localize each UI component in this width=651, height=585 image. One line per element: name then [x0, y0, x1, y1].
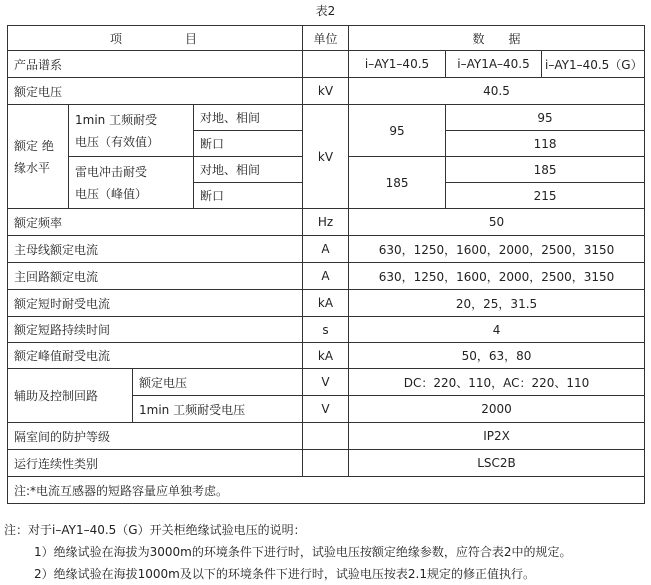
product-label: 产品谱系	[8, 51, 303, 78]
ip-label: 隔室间的防护等级	[8, 423, 303, 450]
header-row	[8, 26, 645, 51]
power-freq-ground-label: 对地、相间	[194, 105, 303, 131]
short-duration-value: 4	[349, 317, 645, 343]
power-freq-common-value: 95	[349, 105, 446, 157]
rated-freq-unit: Hz	[303, 209, 349, 236]
table-row	[8, 423, 645, 450]
notes-item-1: 1）绝缘试验在海拔为3000m的环境条件下进行时，试验电压按额定绝缘参数，应符合表2中的规定。	[34, 545, 572, 559]
aux-rated-unit: V	[303, 369, 349, 396]
aux-rated-label: 额定电压	[133, 369, 303, 396]
power-freq-break-value: 118	[446, 131, 645, 157]
aux-withstand-label: 1min 工频耐受电压	[133, 396, 303, 423]
product-model-3: i–AY1–40.5（G）	[542, 51, 645, 78]
insulation-label: 额定 绝 缘水平	[8, 105, 69, 209]
product-model-2: i–AY1A–40.5	[446, 51, 542, 78]
impulse-break-value: 215	[446, 183, 645, 209]
rated-voltage-value: 40.5	[349, 78, 645, 105]
rated-voltage-unit: kV	[303, 78, 349, 105]
table-row	[8, 209, 645, 236]
short-time-current-value: 20，25，31.5	[349, 290, 645, 317]
ip-unit	[303, 423, 349, 450]
impulse-ground-value: 185	[446, 157, 645, 183]
header-data: 数 据	[349, 26, 645, 51]
aux-withstand-value: 2000	[349, 396, 645, 423]
table-row	[8, 369, 645, 396]
table-note: 注:*电流互感器的短路容量应单独考虑。	[8, 477, 645, 504]
short-duration-label: 额定短路持续时间	[8, 317, 303, 343]
short-duration-unit: s	[303, 317, 349, 343]
spec-table	[7, 25, 645, 504]
rated-freq-value: 50	[349, 209, 645, 236]
short-time-current-label: 额定短时耐受电流	[8, 290, 303, 317]
table-row	[8, 236, 645, 263]
notes	[4, 519, 649, 585]
power-freq-break-label: 断口	[194, 131, 303, 157]
notes-item-2: 2）绝缘试验在海拔1000m及以下的环境条件下进行时，试验电压按表2.1规定的修正值执行。	[34, 567, 535, 581]
main-current-unit: A	[303, 263, 349, 290]
table-row	[8, 78, 645, 105]
product-unit	[303, 51, 349, 78]
aux-rated-value: DC：220、110，AC：220、110	[349, 369, 645, 396]
rated-freq-label: 额定频率	[8, 209, 303, 236]
table-row	[8, 105, 645, 131]
power-freq-ground-value: 95	[446, 105, 645, 131]
main-current-label: 主回路额定电流	[8, 263, 303, 290]
table-row	[8, 450, 645, 477]
header-item: 项 目	[8, 26, 303, 51]
peak-current-unit: kA	[303, 343, 349, 369]
rated-voltage-label: 额定电压	[8, 78, 303, 105]
table-row	[8, 263, 645, 290]
power-freq-label: 1min 工频耐受 电压（有效值）	[69, 105, 194, 157]
aux-label: 辅助及控制回路	[8, 369, 133, 423]
peak-current-label: 额定峰值耐受电流	[8, 343, 303, 369]
lsc-value: LSC2B	[349, 450, 645, 477]
busbar-current-value: 630，1250，1600，2000，2500，3150	[349, 236, 645, 263]
busbar-current-label: 主母线额定电流	[8, 236, 303, 263]
table-row	[8, 51, 645, 78]
impulse-label: 雷电冲击耐受 电压（峰值）	[69, 157, 194, 209]
busbar-current-unit: A	[303, 236, 349, 263]
lsc-unit	[303, 450, 349, 477]
table-row	[8, 317, 645, 343]
table-note-row	[8, 477, 645, 504]
notes-intro: 注：对于i–AY1–40.5（G）开关柜绝缘试验电压的说明：	[4, 523, 306, 537]
table-row	[8, 290, 645, 317]
peak-current-value: 50，63，80	[349, 343, 645, 369]
ip-value: IP2X	[349, 423, 645, 450]
aux-withstand-unit: V	[303, 396, 349, 423]
header-unit: 单位	[303, 26, 349, 51]
product-model-1: i–AY1–40.5	[349, 51, 446, 78]
short-time-current-unit: kA	[303, 290, 349, 317]
impulse-break-label: 断口	[194, 183, 303, 209]
lsc-label: 运行连续性类别	[8, 450, 303, 477]
impulse-common-value: 185	[349, 157, 446, 209]
table-row	[8, 343, 645, 369]
main-current-value: 630，1250，1600，2000，2500，3150	[349, 263, 645, 290]
insulation-unit: kV	[303, 105, 349, 209]
impulse-ground-label: 对地、相间	[194, 157, 303, 183]
table-caption: 表2	[315, 4, 336, 18]
